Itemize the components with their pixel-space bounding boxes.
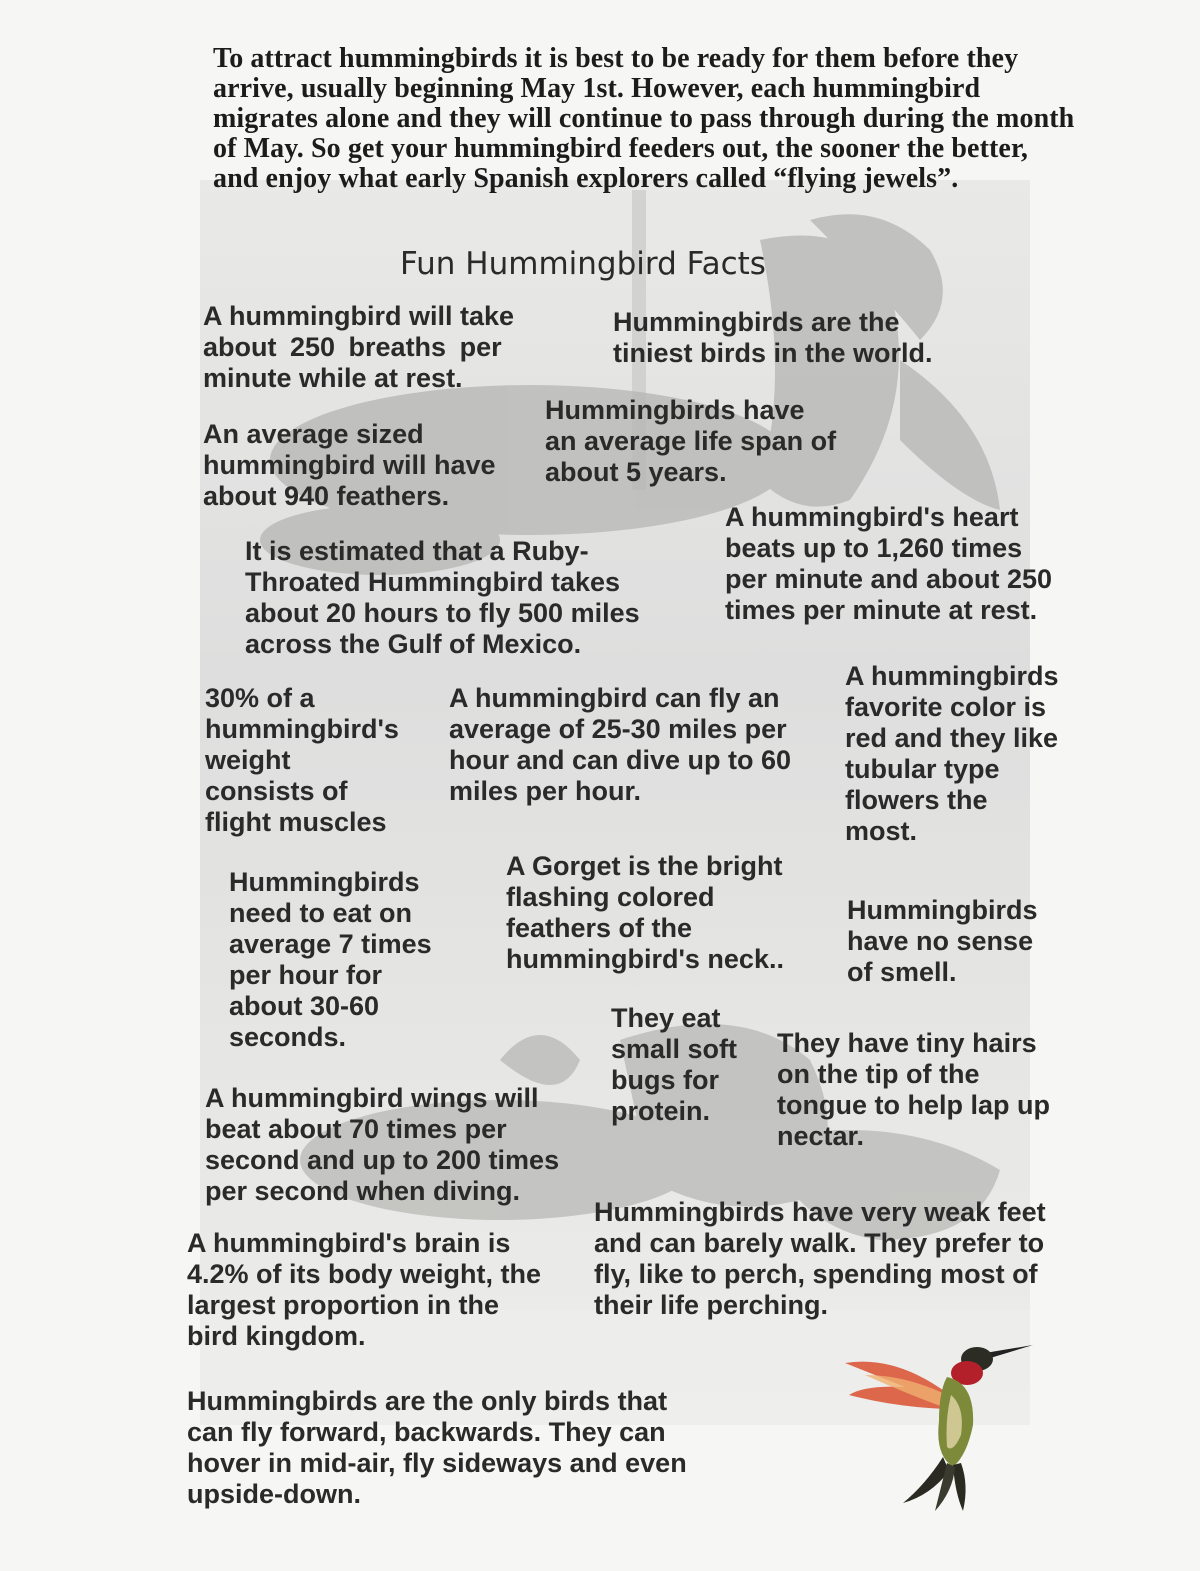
fact-heart [725, 502, 1052, 626]
fact-line: beat about 70 times per [205, 1114, 507, 1144]
fact-line: about 940 feathers. [203, 481, 450, 511]
fact-line: A hummingbird's heart [725, 502, 1019, 532]
fact-line: have no sense [847, 926, 1034, 956]
fact-line: favorite color is [845, 692, 1047, 722]
fact-line: small soft [611, 1034, 738, 1064]
fact-line: Hummingbirds are the [613, 307, 900, 337]
fact-line: A hummingbird will take [203, 301, 515, 331]
fact-line: upside-down. [187, 1479, 361, 1509]
fact-line: hummingbird's neck.. [506, 944, 784, 974]
fact-fly [187, 1386, 687, 1510]
fact-line: flight muscles [205, 807, 387, 837]
hummingbird-illustration [835, 1335, 1035, 1520]
fact-line: An average sized [203, 419, 424, 449]
fact-line: on the tip of the [777, 1059, 980, 1089]
fact-line: tongue to help lap up [777, 1090, 1050, 1120]
fact-tongue [777, 1028, 1050, 1152]
fact-line: minute while at rest. [203, 363, 463, 393]
fact-eat [229, 867, 432, 1053]
fact-feet [594, 1197, 1046, 1321]
fact-line: hour and can dive up to 60 [449, 745, 792, 775]
intro-line: To attract hummingbirds it is best to be ready for them before they [213, 43, 1019, 74]
fact-line: per minute and about 250 [725, 564, 1053, 594]
fact-line: hummingbird's [205, 714, 399, 744]
fact-breaths [203, 301, 514, 394]
fact-line: It is estimated that a Ruby- [245, 536, 589, 566]
fact-line: per hour for [229, 960, 382, 990]
fact-line: protein. [611, 1096, 710, 1126]
fact-line: nectar. [777, 1121, 865, 1151]
fact-line: Hummingbirds have very weak feet [594, 1197, 1046, 1227]
fact-line: Throated Hummingbird takes [245, 567, 621, 597]
fact-line: fly, like to perch, spending most of [594, 1259, 1038, 1289]
fact-line: can fly forward, backwards. They can [187, 1417, 666, 1447]
fact-line: A hummingbird's brain is [187, 1228, 511, 1258]
fact-line: an average life span of [545, 426, 837, 456]
intro-line: and enjoy what early Spanish explorers called “flying jewels”. [213, 163, 959, 194]
fact-line: hummingbird will have [203, 450, 496, 480]
fact-line: beats up to 1,260 times [725, 533, 1023, 563]
fact-line: Hummingbirds [847, 895, 1038, 925]
fact-feathers [203, 419, 496, 512]
fact-tiniest [613, 307, 933, 369]
fact-line: A Gorget is the bright [506, 851, 783, 881]
fact-line: average 7 times [229, 929, 432, 959]
fact-line: feathers of the [506, 913, 693, 943]
fact-line: per second when diving. [205, 1176, 521, 1206]
fact-bugs [611, 1003, 737, 1127]
fact-line: Hummingbirds have [545, 395, 805, 425]
fact-line: and can barely walk. They prefer to [594, 1228, 1045, 1258]
fact-line: average of 25-30 miles per [449, 714, 787, 744]
fact-gulf [245, 536, 640, 660]
fact-line: 30% of a [205, 683, 315, 713]
fact-line: bugs for [611, 1065, 719, 1095]
fact-line: of smell. [847, 957, 957, 987]
intro-line: arrive, usually beginning May 1st. However, each hummingbird [213, 73, 981, 104]
fact-line: their life perching. [594, 1290, 829, 1320]
intro-paragraph [213, 44, 1093, 194]
fact-line: miles per hour. [449, 776, 642, 806]
fact-line: A hummingbird wings will [205, 1083, 539, 1113]
fact-brain [187, 1228, 541, 1352]
fact-line: about 250 breaths per [203, 332, 502, 362]
fact-line: Hummingbirds [229, 867, 420, 897]
fact-wings [205, 1083, 559, 1207]
fact-line: weight [205, 745, 291, 775]
fact-line: most. [845, 816, 918, 846]
fact-lifespan [545, 395, 836, 488]
fact-line: about 5 years. [545, 457, 727, 487]
intro-line: migrates alone and they will continue to pass through during the month [213, 103, 1075, 134]
fact-line: hover in mid-air, fly sideways and even [187, 1448, 687, 1478]
fact-line: second and up to 200 times [205, 1145, 560, 1175]
fact-line: A hummingbirds [845, 661, 1059, 691]
fact-smell [847, 895, 1038, 988]
fact-speed [449, 683, 791, 807]
fact-line: red and they like [845, 723, 1059, 753]
fact-line: about 30-60 [229, 991, 380, 1021]
page-title: Fun Hummingbird Facts [400, 246, 766, 282]
fact-line: seconds. [229, 1022, 347, 1052]
fact-line: They eat [611, 1003, 721, 1033]
fact-line: largest proportion in the [187, 1290, 500, 1320]
fact-gorget [506, 851, 784, 975]
fact-line: flowers the [845, 785, 988, 815]
fact-muscles [205, 683, 399, 838]
fact-line: Hummingbirds are the only birds that [187, 1386, 668, 1416]
fact-line: flashing colored [506, 882, 715, 912]
fact-line: bird kingdom. [187, 1321, 366, 1351]
fact-line: across the Gulf of Mexico. [245, 629, 582, 659]
fact-color [845, 661, 1059, 847]
intro-line: of May. So get your hummingbird feeders out, the sooner the better, [213, 133, 1029, 164]
fact-line: 4.2% of its body weight, the [187, 1259, 542, 1289]
fact-line: tiniest birds in the world. [613, 338, 933, 368]
fact-line: times per minute at rest. [725, 595, 1038, 625]
fact-line: They have tiny hairs [777, 1028, 1037, 1058]
fact-line: consists of [205, 776, 348, 806]
fact-line: tubular type [845, 754, 1000, 784]
fact-line: A hummingbird can fly an [449, 683, 780, 713]
fact-line: need to eat on [229, 898, 413, 928]
fact-line: about 20 hours to fly 500 miles [245, 598, 640, 628]
